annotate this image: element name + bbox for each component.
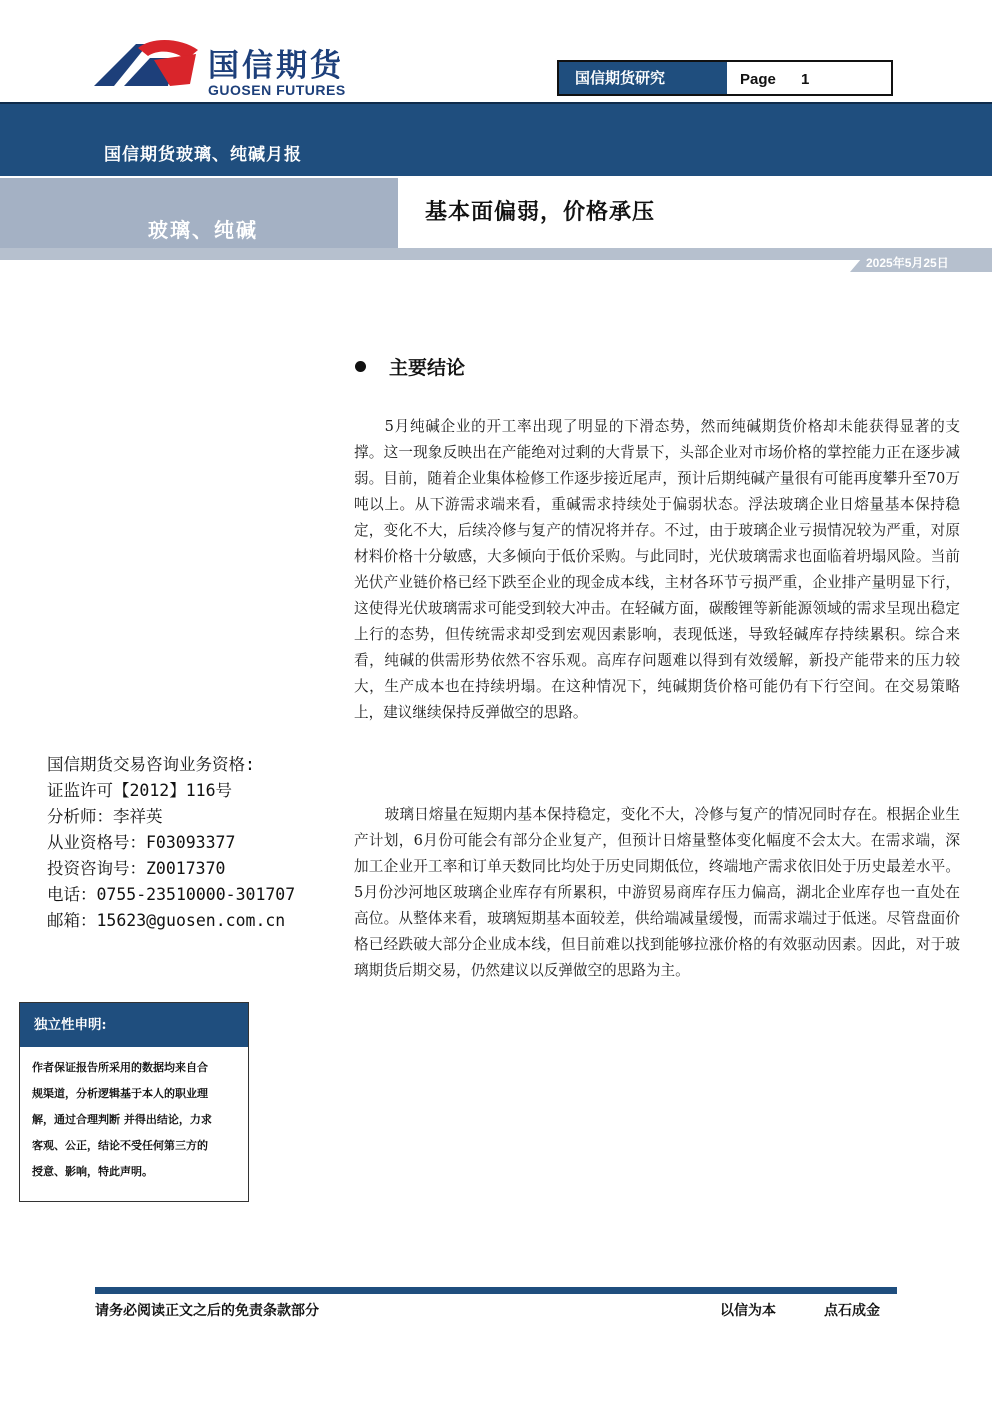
- conclusion-paragraph-soda-ash: 5月纯碱企业的开工率出现了明显的下滑态势，然而纯碱期货价格却未能获得显著的支撑。这一现象反映出在产能绝对过剩的大背景下，头部企业对市场价格的掌控能力正在逐步减弱。目前，随着企业集体检修工作逐步接近尾声，预计后期纯碱产量很有可能再度攀升至70万吨以上。从下游需求端来看，重碱需求持续处于偏弱状态。浮法玻璃企业日熔量基本保持稳定，变化不大，后续冷修与复产的情况将并存。不过，由于玻璃企业亏损情况较为严重，对原材料价格十分敏感，大多倾向于低价采购。与此同时，光伏玻璃需求也面临着坍塌风险。当前光伏产业链价格已经下跌至企业的现金成本线，主材各环节亏损严重，企业排产量明显下行，这使得光伏玻璃需求可能受到较大冲击。在轻碱方面，碳酸锂等新能源领域的需求呈现出稳定上行的态势，但传统需求却受到宏观因素影响，表现低迷，导致轻碱库存持续累积。综合来看，纯碱的供需形势依然不容乐观。高库存问题难以得到有效缓解，新投产能带来的压力较大，生产成本也在持续坍塌。在这种情况下，纯碱期货价格可能仍有下行空间。在交易策略上，建议继续保持反弹做空的思路。: [354, 418, 960, 721]
- report-headline: 基本面偏弱，价格承压: [425, 199, 656, 225]
- independence-line: 规渠道，分析逻辑基于本人的职业理: [32, 1087, 208, 1100]
- independence-line: 作者保证报告所采用的数据均来自合: [32, 1061, 208, 1074]
- guosen-logo: [94, 38, 354, 102]
- independence-statement-box: [19, 1002, 249, 1202]
- page-number: 1: [801, 71, 810, 88]
- research-label: 国信期货研究: [559, 62, 727, 94]
- analyst-phone: 电话：0755-23510000-301707: [47, 885, 296, 904]
- independence-line: 授意、影响，特此声明。: [32, 1165, 153, 1178]
- logo-text-en: GUOSEN FUTURES: [208, 82, 346, 98]
- page-label: Page: [740, 71, 776, 88]
- practice-number: 从业资格号：F03093377: [47, 833, 236, 852]
- analyst-email[interactable]: 邮箱：15623@guosen.com.cn: [47, 911, 286, 930]
- footer-disclaimer: 请务必阅读正文之后的免责条款部分: [95, 1303, 319, 1319]
- report-series-band: [0, 102, 992, 176]
- research-header-box: [557, 60, 893, 96]
- bullet-icon: [355, 361, 366, 372]
- date-band: [0, 248, 992, 260]
- report-series-title: 国信期货玻璃、纯碱月报: [104, 145, 302, 165]
- logo-mark-icon: [94, 38, 200, 102]
- independence-line: 客观、公正，结论不受任何第三方的: [32, 1139, 208, 1152]
- license-line: 证监许可【2012】116号: [47, 781, 233, 800]
- analyst-name: 分析师：李祥英: [47, 807, 163, 826]
- footer-motto-1: 以信为本: [720, 1303, 776, 1319]
- conclusion-paragraph-glass: 玻璃日熔量在短期内基本保持稳定，变化不大，冷修与复产的情况同时存在。根据企业生产计划，6月份可能会有部分企业复产，但预计日熔量整体变化幅度不会太大。在需求端，深加工企业开工率和订单天数同比均处于历史同期低位，终端地产需求依旧处于历史最差水平。5月份沙河地区玻璃企业库存有所累积，中游贸易商库存压力偏高，湖北企业库存也一直处在高位。从整体来看，玻璃短期基本面较差，供给端减量缓慢，而需求端过于低迷。尽管盘面价格已经跌破大部分企业成本线，但目前难以找到能够拉涨价格的有效驱动因素。因此，对于玻璃期货后期交易，仍然建议以反弹做空的思路为主。: [354, 806, 960, 979]
- consult-number: 投资咨询号：Z0017370: [47, 859, 226, 878]
- section-title: 主要结论: [389, 357, 466, 379]
- report-date: 2025年5月25日: [866, 256, 949, 270]
- analyst-info: [47, 752, 295, 934]
- category-title: 玻璃、纯碱: [148, 218, 258, 242]
- independence-body: [32, 1055, 238, 1185]
- footer-motto-2: 点石成金: [824, 1303, 880, 1319]
- logo-text-cn: 国信期货: [208, 48, 344, 84]
- qualification-line: 国信期货交易咨询业务资格:: [47, 755, 255, 774]
- independence-line: 解，通过合理判断 并得出结论，力求: [32, 1113, 212, 1126]
- footer-divider: [95, 1287, 897, 1294]
- independence-title: 独立性申明:: [20, 1003, 248, 1047]
